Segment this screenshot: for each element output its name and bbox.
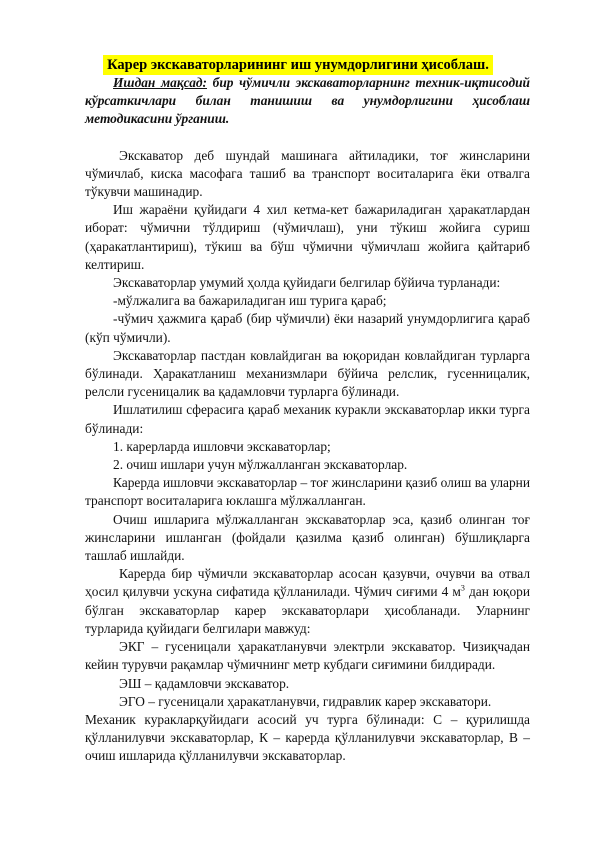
paragraph-digging-types: Экскаваторлар пастдан ковлайдиган ва юқоридан ковлайдиган турларга бўлинади. Ҳаракатланиш механизмлари бўйича релслик, гусенницалик, релсли гусеницалик ва қадамловчи турларга бўлинади. — [85, 347, 530, 400]
goal-text: бир чўмичли экскаваторларнинг техник-иқтисодий кўрсаткичлари билан танишиш ва унумдорлигини ҳисоблаш методикасини ўрганиш. — [85, 75, 530, 127]
paragraph-ego: ЭГО – гусеницали ҳаракатланувчи, гидравлик карер экскаватори. — [119, 693, 492, 709]
paragraph-class-bucket: -чўмич ҳажмига қараб (бир чўмичли) ёки назарий унумдорлигига қараб (кўп чўмичли). — [85, 311, 530, 345]
paragraph-class-purpose: -мўлжалига ва бажариладиган иш турига қараб; — [113, 293, 387, 309]
list-item-quarry: 1. карерларда ишловчи экскаваторлар; — [113, 438, 331, 454]
paragraph-quarry-excavators: Карерда ишловчи экскаваторлар – тоғ жинсларини қазиб олиш ва уларни транспорт воситаларига юклашга мўлжалланган. — [85, 475, 530, 509]
text-single-bucket-b: дан юқори бўлган экскаваторлар карер экскаваторлари ҳисобланади. Уларнинг турларида қуйидаги белгилари мавжуд: — [85, 584, 530, 636]
paragraph-ekg: ЭКГ – гусеницали ҳаракатланувчи электрли экскаватор. Чизиқчадан кейин турувчи рақамлар чўмичнинг метр кубдаги сиғимини билдиради. — [85, 639, 530, 673]
goal-label: Ишдан мақсад: — [113, 75, 208, 90]
document-body — [85, 74, 530, 766]
paragraph-shovel-types: Механик куракларқуйидаги асосий уч турга бўлинади: С – қурилишда қўлланилувчи экскаваторлар, К – карерда қўлланилувчи экскаваторлар, В – очиш ишларида қўлланилувчи экскаваторлар. — [85, 711, 530, 764]
paragraph-classification-intro: Экскаваторлар умумий ҳолда қуйидаги белгилар бўйича турланади: — [113, 275, 501, 291]
title-block — [0, 55, 596, 75]
paragraph-definition: Экскаватор деб шундай машинага айтиладики, тоғ жинсларини чўмичлаб, киска масофага ташиб ва транспорт воситаларига ёки отвалга тўкувчи машинадир. — [85, 147, 530, 200]
paragraph-application: Ишлатилиш сферасига қараб механик куракли экскаваторлар икки турга бўлинади: — [85, 402, 530, 436]
document-title: Карер экскаваторларининг иш унумдорлигини ҳисоблаш. — [103, 55, 493, 75]
paragraph-stripping-excavators: Очиш ишларига мўлжалланган экскаваторлар эса, қазиб олинган тоғ жинсларини ишланган (фойдали қазилма қазиб олинган) бўшлиқларга ташлаб ишлайди. — [85, 511, 530, 564]
paragraph-spacer — [85, 129, 530, 147]
list-item-stripping: 2. очиш ишлари учун мўлжалланган экскаваторлар. — [113, 457, 408, 473]
paragraph-work-process: Иш жараёни қуйидаги 4 хил кетма-кет бажариладиган ҳаракатлардан иборат: чўмични тўлдириш (чўмичлаш), уни тўкиш жойига суриш (ҳаракатлантириш), тўкиш ва бўш чўмични чўмичлаш жойига қайтариб келтириш. — [85, 202, 530, 272]
text-single-bucket-a: Карерда бир чўмичли экскаваторлар асосан қазувчи, очувчи ва отвал ҳосил қилувчи ускуна сифатида қўлланилади. Чўмич сиғими 4 м — [85, 566, 530, 600]
paragraph-esh: ЭШ – қадамловчи экскаватор. — [119, 675, 290, 691]
superscript-cubic: 3 — [460, 584, 465, 594]
goal-paragraph — [85, 74, 530, 129]
paragraph-single-bucket — [85, 565, 530, 638]
